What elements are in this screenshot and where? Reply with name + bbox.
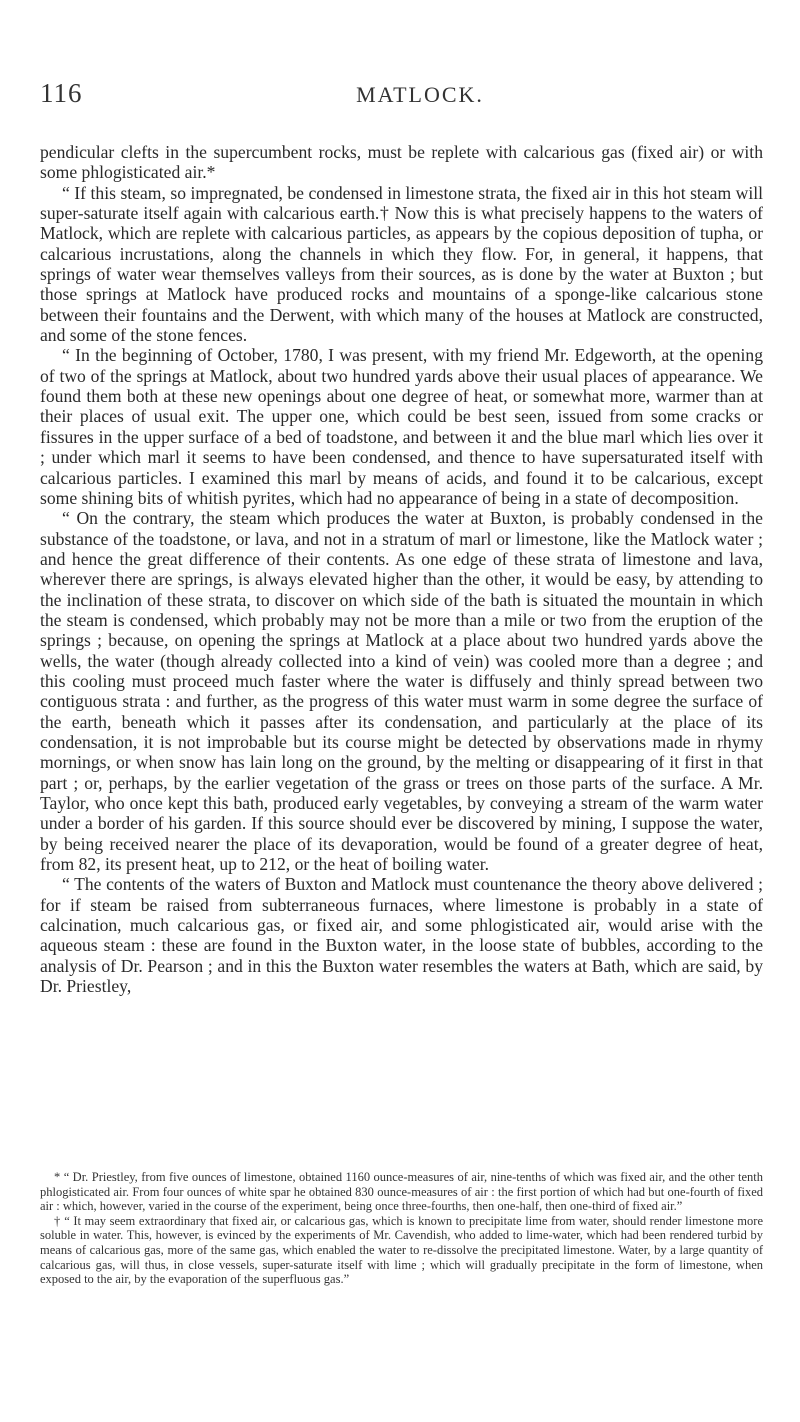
running-title: MATLOCK. [356,82,484,107]
paragraph-1: pendicular clefts in the supercumbent rocks, must be replete with calcarious gas (fixed air) or with some phlogisticated air.* [40,142,763,183]
paragraph-3: “ In the beginning of October, 1780, I was present, with my friend Mr. Edgeworth, at the opening of two of the springs at Matlock, about two hundred yards above their usual places of appearance. We found them both at these new openings about one degree of heat, or somewhat more, warmer than at their places of usual exit. The upper one, which could be best seen, issued from some cracks or fissures in the upper surface of a bed of toadstone, and between it and the blue marl which lies over it ; under which marl it seems to have been condensed, and thence to have supersaturated itself with calcarious particles. I examined this marl by means of acids, and found it to be calcarious, except some shining bits of whitish pyrites, which had no appearance of being in a state of decomposition. [40,345,763,508]
footnotes [40,1170,763,1287]
body-text [40,142,763,996]
footnote-2: † “ It may seem extraordinary that fixed air, or calcarious gas, which is known to precipitate lime from water, should render limestone more soluble in water. This, however, is evinced by the experiments of Mr. Cavendish, who added to lime-water, which had been rendered turbid by means of calcarious gas, more of the same gas, which enabled the water to re-dissolve the precipitated limestone. Water, by a large quantity of calcarious gas, will thus, in close vessels, super-saturate itself with lime ; which will gradually precipitate in the form of limestone, when exposed to the air, by the evaporation of the superfluous gas.” [40,1213,763,1287]
paragraph-5: “ The contents of the waters of Buxton and Matlock must countenance the theory above delivered ; for if steam be raised from subterraneous furnaces, where limestone is probably in a state of calcination, much calcarious gas, or fixed air, and some phlogisticated air, would arise with the aqueous steam : these are found in the Buxton water, in the loose state of bubbles, according to the analysis of Dr. Pearson ; and in this the Buxton water resembles the waters at Bath, which are said, by Dr. Priestley, [40,874,763,997]
running-head [40,78,760,114]
footnote-1: * “ Dr. Priestley, from five ounces of limestone, obtained 1160 ounce-measures of air, nine-tenths of which was fixed air, and the other tenth phlogisticated air. From four ounces of white spar he obtained 830 ounce-measures of air : the first portion of which had but one-fourth of fixed air : which, however, varied in the course of the experiment, being once three-fourths, then one-half, then one-third of fixed air.” [40,1170,763,1214]
page-number: 116 [40,78,83,108]
paragraph-2: “ If this steam, so impregnated, be condensed in limestone strata, the fixed air in this hot steam will super-saturate itself again with calcarious earth.† Now this is what precisely happens to the waters of Matlock, which are replete with calcarious particles, as appears by the copious deposition of tupha, or calcarious incrustations, along the channels in which they flow. For, in general, it happens, that springs of water wear themselves valleys from their sources, as is done by the water at Buxton ; but those springs at Matlock have produced rocks and mountains of a sponge-like calcarious stone between their fountains and the Derwent, with which many of the houses at Matlock are constructed, and some of the stone fences. [40,182,763,346]
paragraph-4: “ On the contrary, the steam which produces the water at Buxton, is probably condensed in the substance of the toadstone, or lava, and not in a stratum of marl or limestone, like the Matlock water ; and hence the great difference of their contents. As one edge of these strata of limestone and lava, wherever there are springs, is always elevated higher than the other, it would be easy, by attending to the inclination of these strata, to discover on which side of the bath is situated the mountain in which the steam is condensed, which probably may not be more than a mile or two from the eruption of the springs ; because, on opening the springs at Matlock at a place about two hundred yards above the wells, the water (though already collected into a kind of vein) was cooled more than a degree ; and this cooling must proceed much faster where the water is diffusely and thinly spread between two contiguous strata : and further, as the progress of this water must warm in some degree the surface of the earth, beneath which it passes after its condensation, and particularly at the place of its condensation, it is not improbable but its course might be detected by observations made in rhymy mornings, or when snow has lain long on the ground, by the melting or disappearing of it first in that part ; or, perhaps, by the earlier vegetation of the grass or trees on those parts of the surface. A Mr. Taylor, who once kept this bath, produced early vegetables, by conveying a stream of the warm water under a border of his garden. If this source should ever be discovered by mining, I suppose the water, by being received nearer the place of its devaporation, would be found of a greater degree of heat, from 82, its present heat, up to 212, or the heat of boiling water. [40,508,763,875]
